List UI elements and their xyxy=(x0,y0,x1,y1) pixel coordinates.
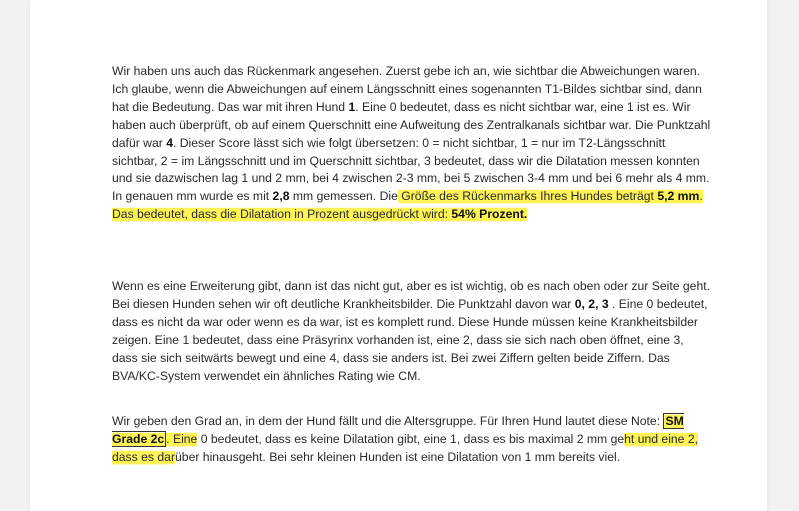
highlighted-text: . Das bedeutet, dass die Dilatation in Prozent ausgedrückt wird: xyxy=(112,189,703,222)
text-run: Wenn es eine Erweiterung gibt, dann ist das nicht gut, aber es ist wichtig, ob es nach oben oder zur Seite geht. Bei diesen Hunden sehen wir oft deutliche Krankheitsbilder. Die Punktzahl davon war xyxy=(112,279,710,311)
document-page xyxy=(30,0,767,511)
text-run: . Eine 0 bedeutet, dass es nicht da war oder wenn es da war, ist es komplett rund. Diese Hunde müssen keine Krankheitsbilder zeigen. Eine 1 bedeutet, dass eine Präsyrinx vorhanden ist, eine 2, dass sie sich nach oben öffnet, eine 3, dass sie sich seitwärts bewegt und eine 4, dass sie anders ist. Bei zwei Ziffern gelten beide Ziffern. Das BVA/KC-System verwendet ein ähnliches Rating wie CM. xyxy=(112,296,708,383)
text-run: mm gemessen. Die xyxy=(289,189,398,204)
paragraph-grade xyxy=(112,413,712,467)
text-run: . Eine 0 bedeutet, dass es nicht sichtbar war, eine 1 ist es. Wir haben auch überprüft, ob auf einem Querschnitt eine Aufweitung des Zentralkanals sichtbar war. Die Punktzahl dafür war xyxy=(112,99,711,150)
bold-value: 1 xyxy=(348,99,356,114)
bold-value: 5,2 mm xyxy=(657,189,700,204)
text-run: Wir haben uns auch das Rückenmark angesehen. Zuerst gebe ich an, wie sichtbar die Abweichungen waren. Ich glaube, wenn die Abweichungen auf einem Längsschnitt eines sogenannten T1-Bildes sichtbar sind, dann hat die Bedeutung. Das war mit ihren Hund xyxy=(112,64,702,114)
paragraph-expansion xyxy=(112,278,712,385)
highlighted-text: . Eine xyxy=(166,431,198,446)
bold-value: 2,8 xyxy=(272,189,290,204)
text-run: Wir geben den Grad an, in dem der Hund fällt und die Altersgruppe. Für Ihren Hund lautet diese Note: xyxy=(112,414,664,428)
paragraph-spinal-cord xyxy=(112,63,712,224)
highlighted-text: Größe des Rückenmarks Ihres Hundes beträgt xyxy=(397,189,658,204)
bold-value: 4 xyxy=(166,135,173,150)
bold-value: 54% Prozent. xyxy=(451,207,528,222)
text-run: . Dieser Score lässt sich wie folgt übersetzen: 0 = nicht sichtbar, 1 = nur im T2-Längsschnitt sichtbar, 2 = im Längsschnitt und im Querschnitt sichtbar, 3 bedeutet, dass wir die Dilatation messen konnten und sie dazwischen lag 1 und 2 mm, bei 4 zwischen 2-3 mm, bei 5 zwischen 3-4 mm und bei 6 mehr als 4 mm. In genauen mm wurde es mit xyxy=(112,135,710,204)
grade-boxed-value: SM Grade 2c xyxy=(112,414,684,446)
text-run: über hinausgeht. Bei sehr kleinen Hunden ist eine Dilatation von 1 mm bereits viel. xyxy=(175,449,621,464)
highlighted-text: ht und eine 2, dass es dar xyxy=(112,431,699,464)
bold-value: 0, 2, 3 xyxy=(574,296,609,311)
text-run: 0 bedeutet, dass es keine Dilatation gibt, eine 1, dass es bis maximal 2 mm ge xyxy=(197,431,625,446)
